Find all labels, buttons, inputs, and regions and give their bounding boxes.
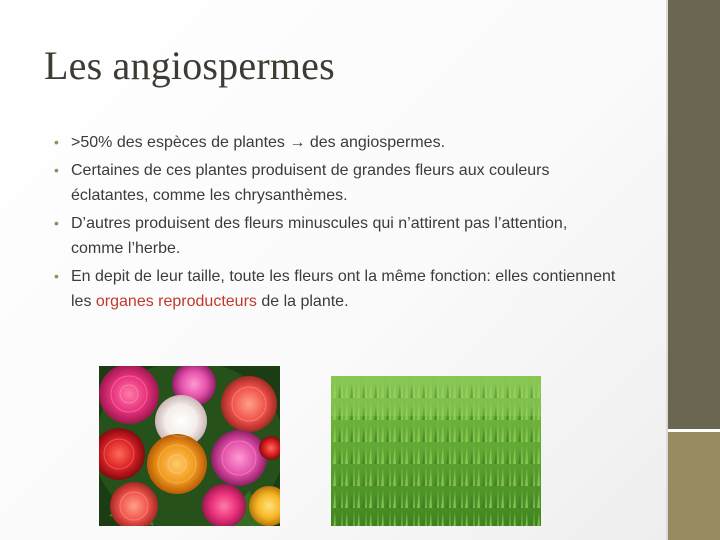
bullet-text: >50% des espèces de plantes → des angiospermes.: [71, 134, 446, 151]
bullet-item: [54, 130, 624, 155]
highlighted-term: organes reproducteurs: [95, 293, 257, 310]
bullet-text-after: de la plante.: [256, 293, 349, 310]
bullet-item: [54, 158, 624, 208]
bullet-item: [54, 211, 624, 261]
bullet-text-before: En depit de leur taille, toute les fleurs ont la même fonction: elles contiennent les: [71, 268, 616, 310]
bullet-item: [54, 264, 624, 314]
chrysanthemums-photo: [99, 366, 280, 526]
sidebar-accent-block: [668, 432, 720, 540]
slide-title: Les angiospermes: [44, 43, 335, 88]
bullet-text: D’autres produisent des fleurs minuscules qui n’attirent pas l’attention, comme l’herbe.: [71, 215, 568, 257]
grass-photo: [331, 376, 541, 526]
bullet-text: Certaines de ces plantes produisent de grandes fleurs aux couleurs éclatantes, comme les chrysanthèmes.: [71, 162, 550, 204]
bullet-list: [54, 130, 624, 317]
